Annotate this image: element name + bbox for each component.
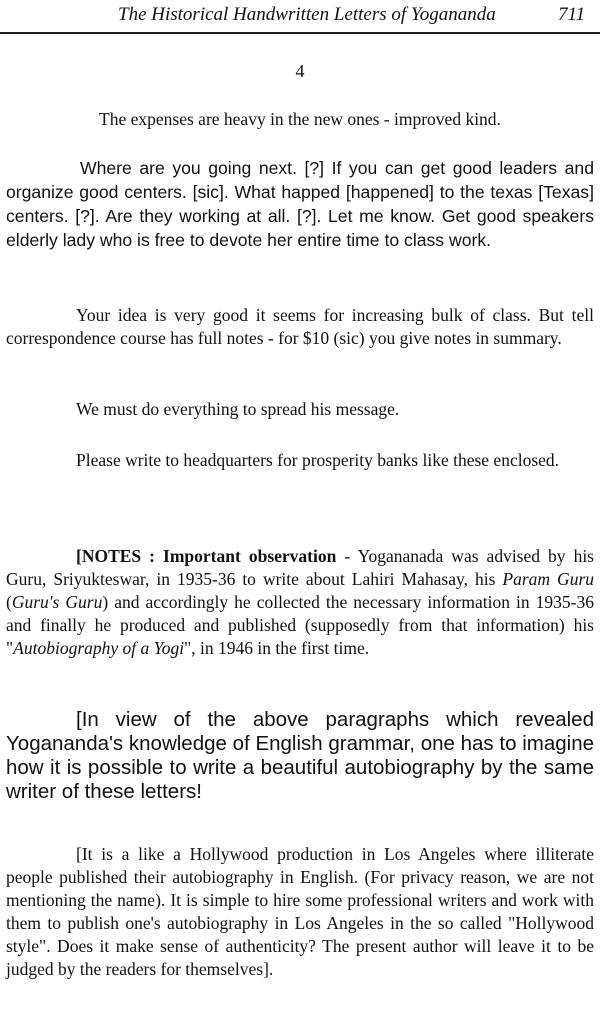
notes-text-2: ) and accordingly he collected the necessary information in 1935-36 and finally he produced and published (supposedly from that information) his " <box>6 592 594 658</box>
paragraph-spread-message: We must do everything to spread his message. <box>76 399 400 419</box>
header-page-number: 711 <box>558 4 586 25</box>
notes-label: NOTES : Important observation <box>81 546 337 566</box>
paragraph-expenses: The expenses are heavy in the new ones - improved kind. <box>99 109 501 129</box>
paragraph-where-going: Where are you going next. [?] If you can get good leaders and organize good centers. [sic]. What happed [happened] to the texas [Texas] centers. [?]. Are they working at all. [?]. Let me know. Get good speakers elderly lady who is free to devote her entire time to class work. <box>6 158 594 250</box>
notes-text-3: ", in 1946 in the first time. <box>184 638 370 658</box>
notes-paragraph <box>6 545 594 660</box>
paragraph-your-idea: Your idea is very good it seems for increasing bulk of class. But tell correspondence course has full notes - for $10 (sic) you give notes in summary. <box>6 305 594 348</box>
notes-text-1: - Yogananada was advised by his Guru, Sriyukteswar, in 1935-36 to write about Lahiri Mahasay, his <box>6 546 594 589</box>
paragraph-in-view: [In view of the above paragraphs which revealed Yogananda's knowledge of English grammar, one has to imagine how it is possible to write a beautiful autobiography by the same writer of these letters! <box>6 708 594 803</box>
letter-page-number: 4 <box>295 61 305 81</box>
notes-open-bracket: [ <box>76 546 82 566</box>
paragraph-hollywood: [It is a like a Hollywood production in Los Angeles where illiterate people published their autobiography in English. (For privacy reason, we are not mentioning the name). It is simple to hire some professional writers and work with them to publish one's autobiography in Los Angeles in the so called "Hollywood style". Does it make sense of authenticity? The present author will leave it to be judged by the readers for themselves]. <box>6 844 594 979</box>
header-title: The Historical Handwritten Letters of Yogananda <box>118 4 496 25</box>
notes-paren-open: ( <box>6 592 12 612</box>
notes-book-title: Autobiography of a Yogi <box>13 638 185 658</box>
paragraph-prosperity-banks: Please write to headquarters for prosperity banks like these enclosed. <box>76 450 560 470</box>
notes-param-guru: Param Guru <box>502 569 594 589</box>
running-header <box>0 0 600 34</box>
header-rule <box>0 32 600 34</box>
notes-gurus-guru: Guru's Guru <box>11 592 103 612</box>
